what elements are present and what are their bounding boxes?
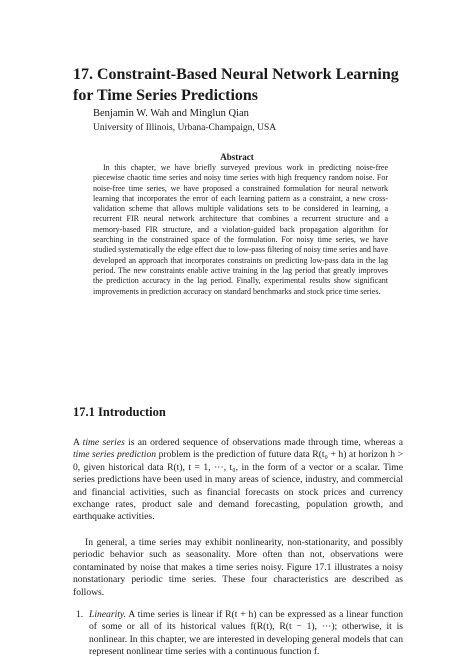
p1-emphasis-time-series-prediction: time series prediction (73, 449, 157, 461)
characteristics-list (73, 609, 403, 659)
p1-text-a: A (73, 437, 83, 448)
chapter-title: 17. Constraint-Based Neural Network Learning for Time Series Predictions (73, 66, 399, 104)
p1-text-c: problem is the prediction of future data R(t₀ + h) at horizon h > 0, given historical data R(t), t = 1, ···, t₀, in the form of a vector or a scalar. Time series predictions have been used in many areas of science, industry, and commercial and financial activities, such as financial forecasts on stock prices and currency exchange rates, product sale and demand forecasting, population growth, and earthquake activities. (73, 449, 403, 523)
abstract-body: In this chapter, we have briefly surveyed previous work in predicting noise-free piecewise chaotic time series and noisy time series with high frequency random noise. For noise-free time series, we have proposed a constrained formulation for neural network learning that incorporates the error of each learning pattern as a constraint, a new cross-validation scheme that allows multiple validations sets to be considered in learning, a recurrent FIR neural network architecture that combines a recurrent structure and a memory-based FIR structure, and a violation-guided back propagation algorithm for searching in the constrained space of the formulation. For noisy time series, we have studied systematically the edge effect due to low-pass filtering of noisy time series and have developed an approach that incorporates constraints on predicting low-pass data in the lag period. The new constraints enable active training in the lag period that greatly improves the prediction accuracy in the lag period. Finally, experimental results show significant improvements in prediction accuracy on standard benchmarks and stock price time series. (93, 163, 388, 296)
list-item (73, 609, 403, 659)
p1-text-b: is an ordered sequence of observations made through time, whereas a (124, 437, 403, 448)
affiliation: University of Illinois, Urbana-Champaign, USA (93, 123, 277, 133)
p1-emphasis-time-series: time series (82, 437, 125, 448)
list-item-term: Linearity. (89, 609, 127, 620)
intro-paragraph-2: In general, a time series may exhibit nonlinearity, non-stationarity, and possibly periodic behavior such as seasonality. More often than not, observations were contaminated by noise that makes a time series noisy. Figure 17.1 illustrates a noisy nonstationary periodic time series. These four characteristics are described as follows. (73, 537, 403, 598)
list-item-text: A time series is linear if R(t + h) can be expressed as a linear function of some or all of its historical values f(R(t), R(t − 1), ···); otherwise, it is nonlinear. In this chapter, we are interested in developing general models that can represent nonlinear time series with a continuous function f. (89, 609, 403, 658)
abstract-heading: Abstract (220, 152, 254, 162)
list-item-number: 1. (76, 609, 84, 620)
intro-paragraph-1 (73, 437, 403, 524)
authors: Benjamin W. Wah and Minglun Qian (93, 108, 249, 119)
section-heading: 17.1 Introduction (73, 405, 166, 419)
